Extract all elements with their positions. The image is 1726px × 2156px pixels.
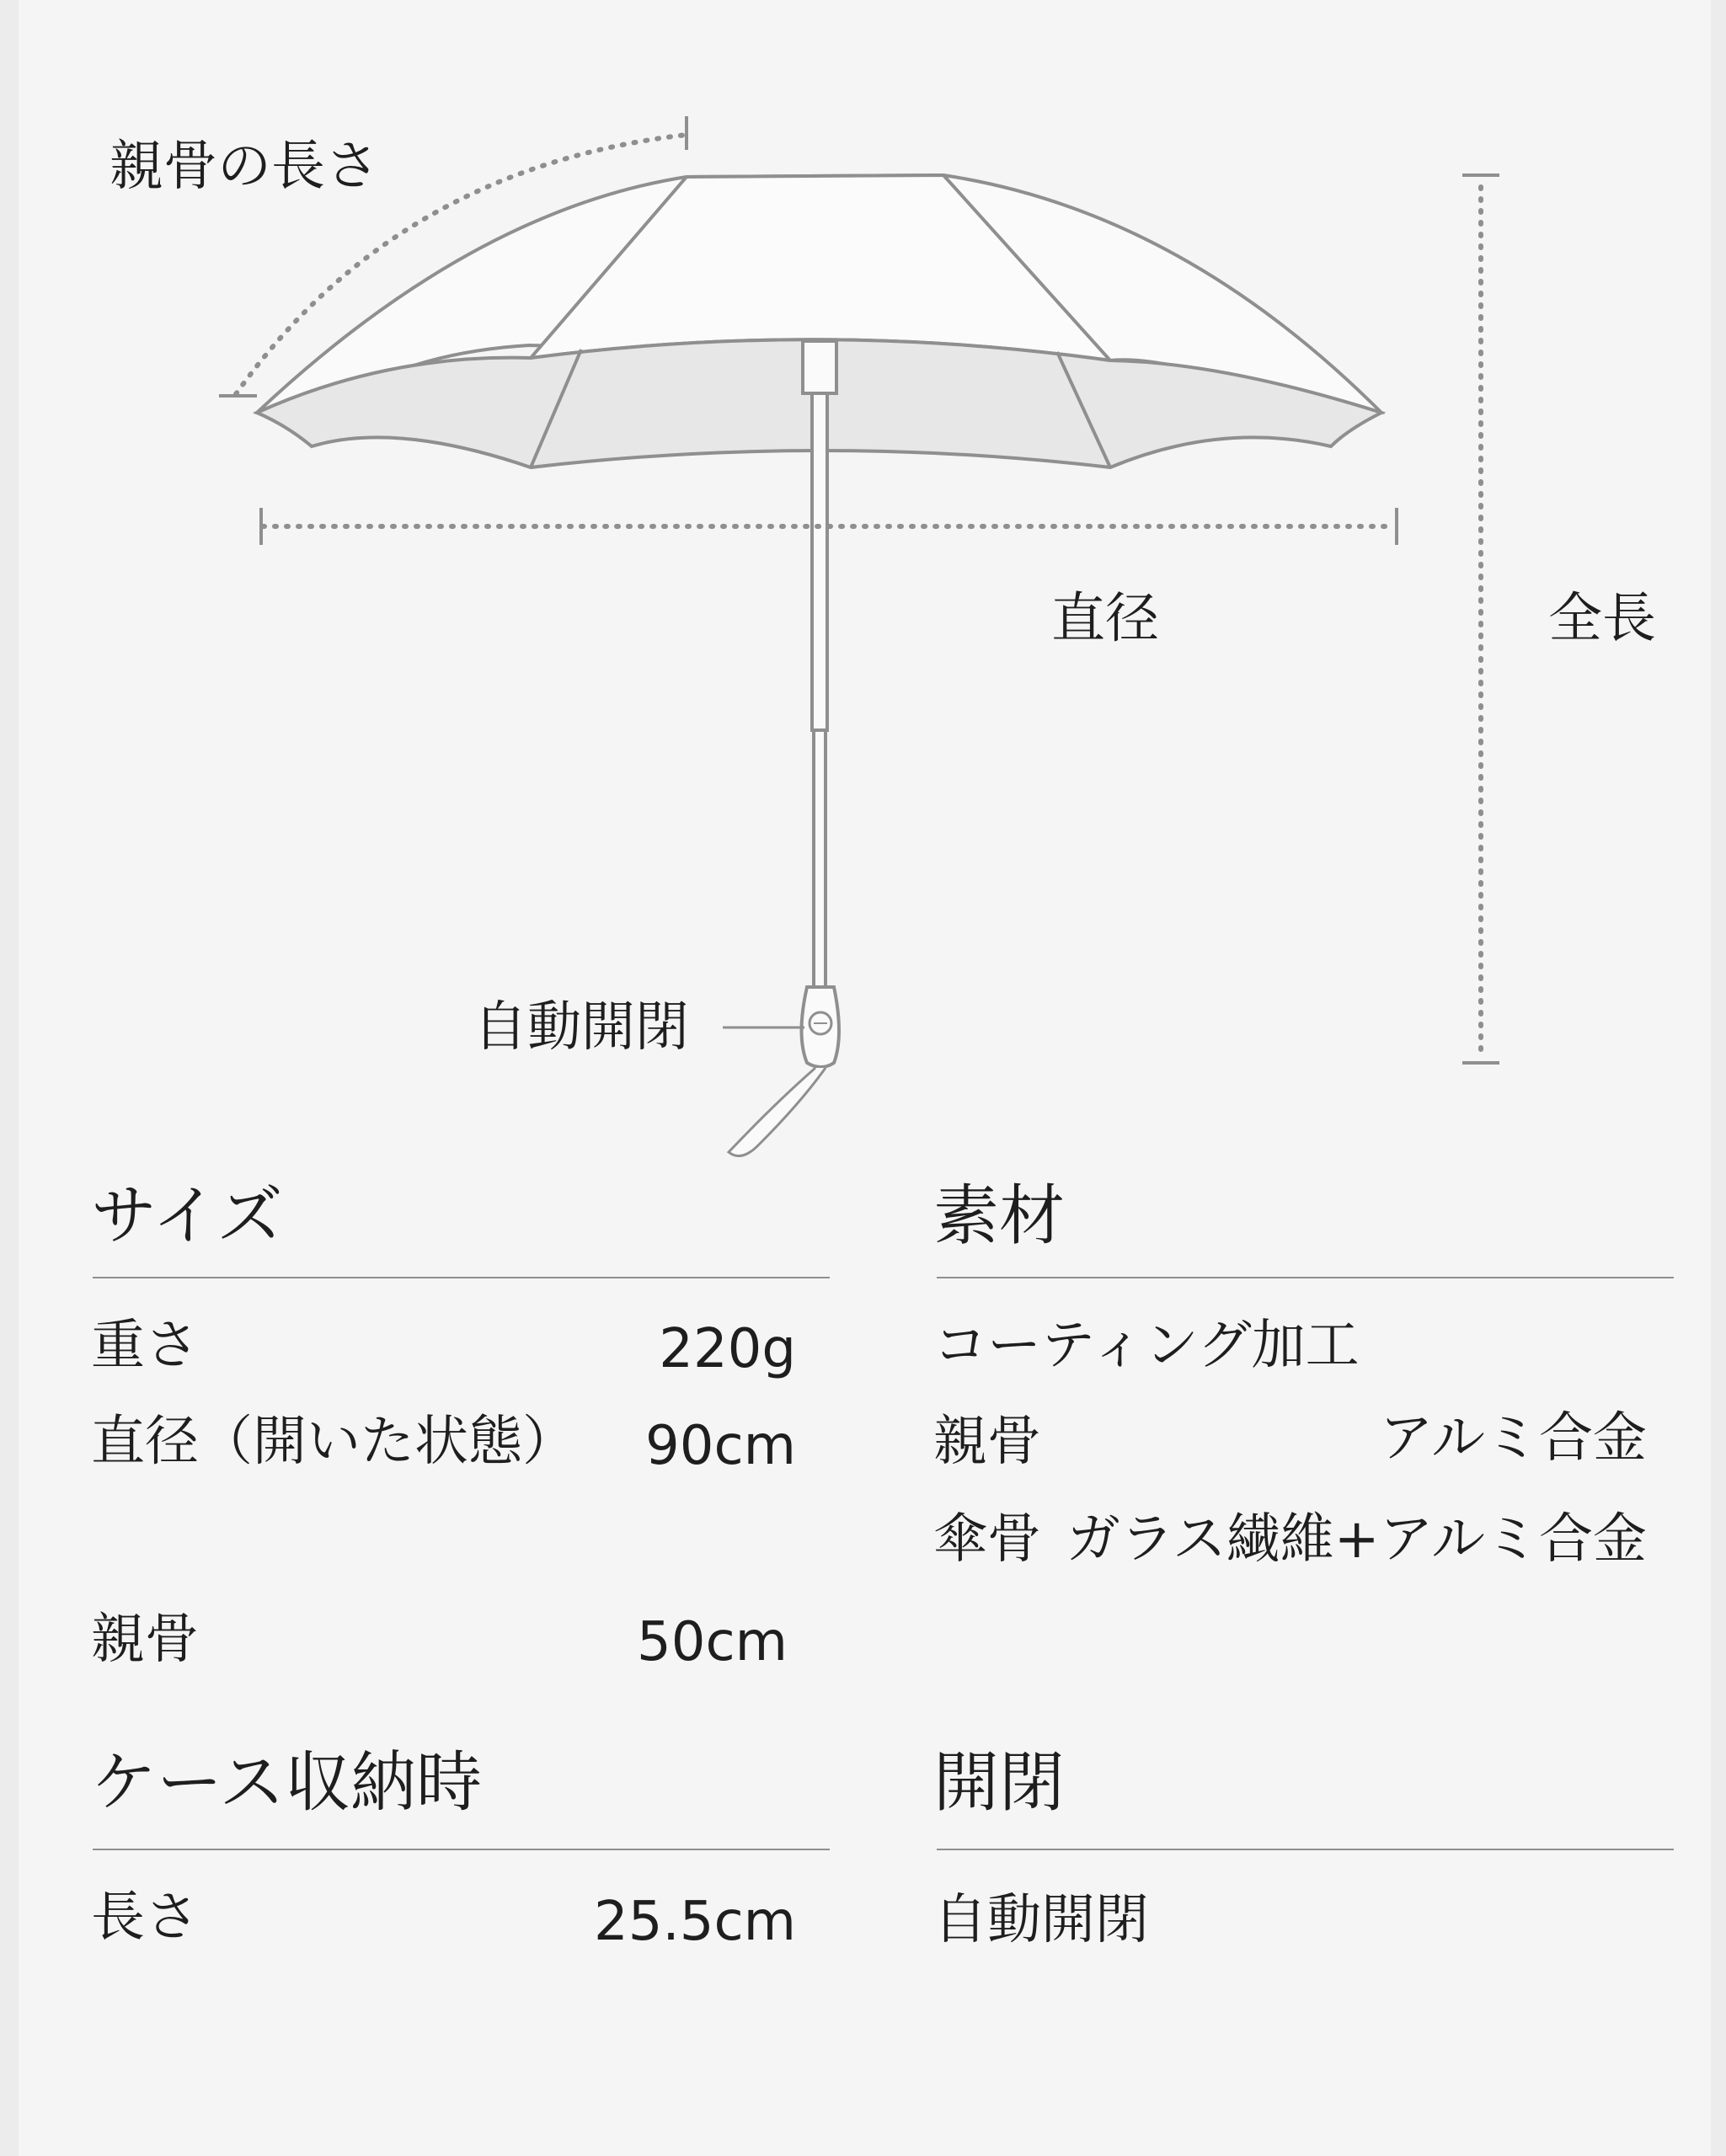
rib-spec-value: 50cm [637, 1611, 788, 1673]
weight-label: 重さ [91, 1315, 199, 1377]
material-rib-label: 親骨 [933, 1411, 1041, 1473]
size-section-title: サイズ [91, 1178, 283, 1254]
umbrella-handle [802, 987, 840, 1067]
material-frame-value: ガラス繊維+アルミ合金 [1066, 1508, 1647, 1571]
diameter-label: 直径 [1051, 588, 1159, 650]
umbrella-shaft-upper [812, 393, 827, 730]
umbrella-shaft-lower [814, 730, 826, 987]
case-section-divider [93, 1849, 830, 1850]
material-section-title: 素材 [933, 1178, 1066, 1254]
coating-text: コーティング加工 [933, 1315, 1360, 1377]
material-frame-label: 傘骨 [933, 1508, 1041, 1571]
diameter-spec-value: 90cm [645, 1415, 796, 1477]
rib-spec-label: 親骨 [91, 1609, 199, 1671]
open-close-value: 自動開閉 [933, 1889, 1149, 1951]
case-section-title: ケース収納時 [91, 1745, 483, 1821]
umbrella-runner [803, 341, 836, 393]
open-close-section-divider [937, 1849, 1674, 1850]
umbrella-strap [729, 1068, 826, 1156]
case-length-value: 25.5cm [593, 1891, 796, 1953]
case-length-label: 長さ [91, 1886, 199, 1949]
material-rib-value: アルミ合金 [1379, 1407, 1647, 1470]
auto-open-close-diagram-label: 自動開閉 [473, 996, 689, 1059]
total-length-label: 全長 [1548, 588, 1656, 650]
material-section-divider [937, 1277, 1674, 1278]
rib-length-label: 親骨の長さ [110, 136, 379, 198]
weight-value: 220g [659, 1318, 796, 1380]
size-section-divider [93, 1277, 830, 1278]
open-close-section-title: 開閉 [933, 1745, 1066, 1821]
diameter-spec-label: 直径（開いた状態） [91, 1411, 576, 1473]
